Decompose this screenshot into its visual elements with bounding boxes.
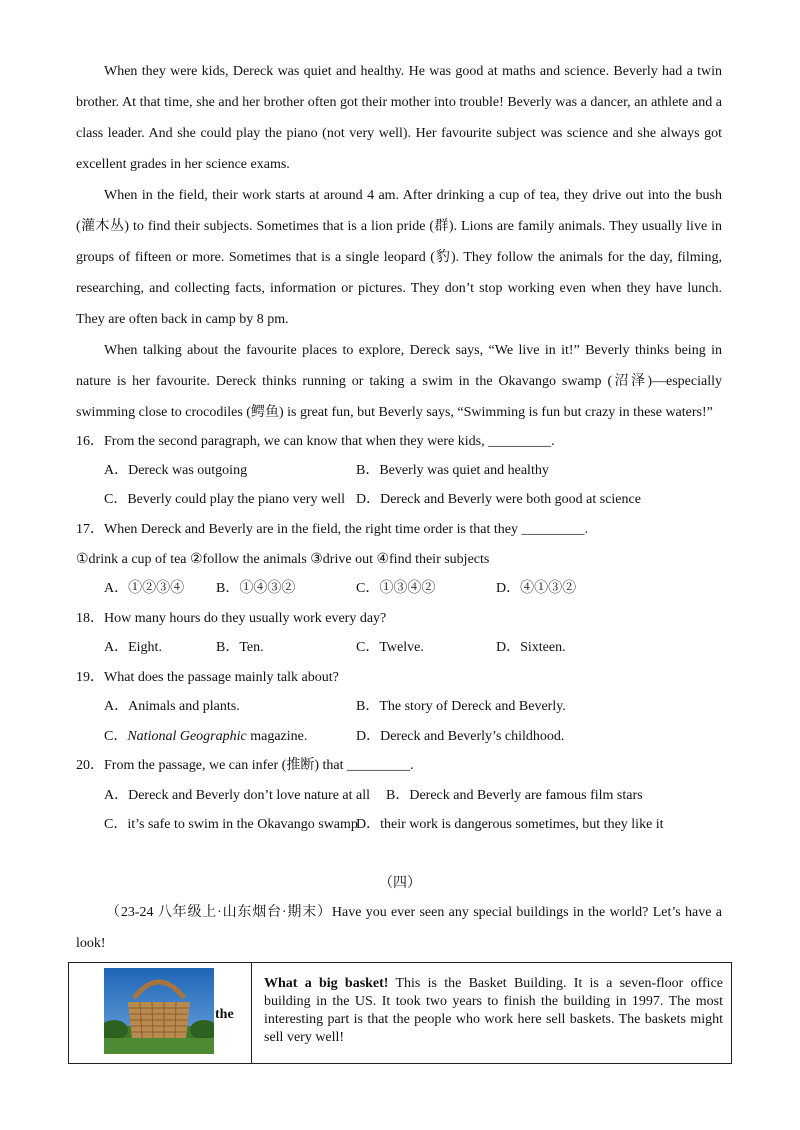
building-card-table <box>68 962 732 1064</box>
q18-option-c[interactable]: C．Twelve. <box>356 640 424 655</box>
paragraph-2: When in the field, their work starts at around 4 am. After drinking a cup of tea, they drive out into the bush (灌木丛) to find their subjects. Sometimes that is a lion pride (群). Lions are family animals. They usually live in groups of fifteen or more. Sometimes that is a single leopard (豹). They follow the animals for the day, filming, researching, and collecting facts, information or pictures. They don’t stop working even when they have lunch. They are often back in camp by 8 pm. <box>76 188 722 327</box>
q17-option-c[interactable]: C．①③④② <box>356 581 436 596</box>
section-intro: （23-24 八年级上·山东烟台·期末）Have you ever seen any special buildings in the world? Let’s have a look! <box>76 905 722 951</box>
q18-option-d[interactable]: D．Sixteen. <box>496 640 566 655</box>
image-cell <box>69 963 252 1064</box>
q18-option-b[interactable]: B．Ten. <box>216 640 264 655</box>
q20-option-b[interactable]: B．Dereck and Beverly are famous film stars <box>386 788 643 803</box>
basket-building-image <box>104 968 214 1054</box>
card-text: This is the Basket Building. It is a seven-floor office building in the US. It took two years to finish the building in 1997. The most interesting part is that the people who work here sell baskets. The baskets might sell very well! <box>264 976 723 1045</box>
q19-option-c-prefix: C． <box>104 729 128 744</box>
q20-option-c[interactable]: C．it’s safe to swim in the Okavango swamp <box>104 817 358 832</box>
q18-option-a[interactable]: A．Eight. <box>104 640 162 655</box>
section-heading: （四） <box>379 876 421 891</box>
paragraph-1: When they were kids, Dereck was quiet and healthy. He was good at maths and science. Beverly had a twin brother. At that time, she and her brother often got their mother into trouble! Beverly was a dancer, an athlete and a class leader. And she could play the piano (not very well). Her favourite subject was science and she always got excellent grades in her science exams. <box>76 64 722 172</box>
q20-option-d[interactable]: D．their work is dangerous sometimes, but they like it <box>356 817 664 832</box>
question-17-stem: 17．When Dereck and Beverly are in the field, the right time order is that they _________. <box>76 522 589 537</box>
question-20-stem: 20．From the passage, we can infer (推断) that _________. <box>76 758 414 773</box>
q16-option-a[interactable]: A．Dereck was outgoing <box>104 463 248 478</box>
image-caption: the <box>215 1007 234 1022</box>
q17-option-d[interactable]: D．④①③② <box>496 581 577 596</box>
q19-option-c[interactable] <box>104 727 307 747</box>
q16-option-c[interactable]: C．Beverly could play the piano very well <box>104 492 346 507</box>
q16-option-d[interactable]: D．Dereck and Beverly were both good at science <box>356 492 641 507</box>
question-18-stem: 18．How many hours do they usually work every day? <box>76 611 387 626</box>
q19-option-d[interactable]: D．Dereck and Beverly’s childhood. <box>356 729 565 744</box>
q19-option-a[interactable]: A．Animals and plants. <box>104 699 240 714</box>
q19-option-b[interactable]: B．The story of Dereck and Beverly. <box>356 699 566 714</box>
question-19-stem: 19．What does the passage mainly talk about? <box>76 670 339 685</box>
q19-option-c-magazine: National Geographic <box>127 729 247 744</box>
paragraph-3: When talking about the favourite places to explore, Dereck says, “We live in it!” Beverly thinks being in nature is her favourite. Dereck thinks running or taking a swim in the Okavango swamp (沼泽)—especially swimming close to crocodiles (鳄鱼) is great fun, but Beverly says, “Swimming is fun but crazy in these waters!” <box>76 343 722 420</box>
card-title: What a big basket! <box>264 976 389 991</box>
q20-option-a[interactable]: A．Dereck and Beverly don’t love nature at all <box>104 788 371 803</box>
q17-option-a[interactable]: A．①②③④ <box>104 581 185 596</box>
q17-option-b[interactable]: B．①④③② <box>216 581 296 596</box>
building-description-cell <box>252 963 732 1064</box>
q17-steps: ①drink a cup of tea ②follow the animals ③drive out ④find their subjects <box>76 552 490 567</box>
q16-option-b[interactable]: B．Beverly was quiet and healthy <box>356 463 549 478</box>
q19-option-c-suffix: magazine. <box>246 729 308 744</box>
question-16-stem: 16．From the second paragraph, we can know that when they were kids, _________. <box>76 434 555 449</box>
